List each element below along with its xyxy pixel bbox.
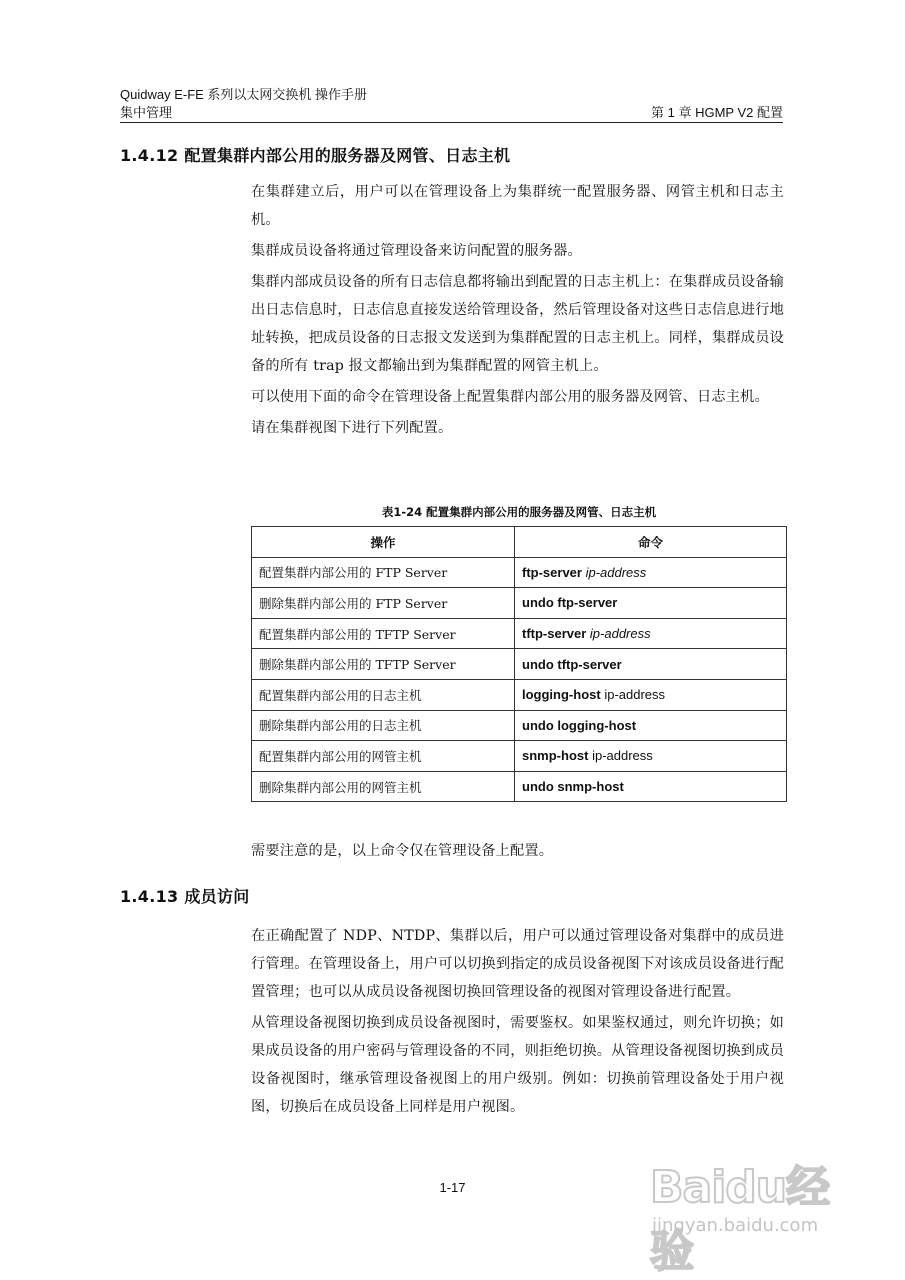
table-row <box>252 557 787 588</box>
operation-cell: 配置集群内部公用的日志主机 <box>252 679 515 710</box>
section-heading-1-4-13: 1.4.13 成员访问 <box>120 887 250 906</box>
command-argument: ip-address <box>589 626 651 642</box>
paragraph: 需要注意的是，以上命令仅在管理设备上配置。 <box>251 843 554 859</box>
table-row <box>252 679 787 710</box>
command-cell <box>515 710 787 741</box>
paragraph: 集群内部成员设备的所有日志信息都将输出到配置的日志主机上：在集群成员设备输出日志信息时，日志信息直接发送给管理设备，然后管理设备对这些日志信息进行地址转换，把成员设备的日志报文发送到为集群配置的日志主机上。同样，集群成员设备的所有 trap 报文都输出到为集群配置的网管主机上。 <box>251 274 784 374</box>
page-number: 1-17 <box>439 1180 466 1195</box>
table-caption: 表1-24 配置集群内部公用的服务器及网管、日志主机 <box>381 505 657 519</box>
command-cell <box>515 771 787 802</box>
watermark-url: jingyan.baidu.com <box>652 1215 819 1236</box>
operation-cell: 删除集群内部公用的 TFTP Server <box>252 649 515 680</box>
command-keyword: undo logging-host <box>522 717 637 733</box>
command-keyword: logging-host <box>522 687 601 703</box>
column-header-command: 命令 <box>515 527 787 558</box>
command-cell <box>515 679 787 710</box>
paragraph: 请在集群视图下进行下列配置。 <box>251 420 453 436</box>
command-table <box>251 526 787 802</box>
command-cell <box>515 618 787 649</box>
operation-cell: 删除集群内部公用的网管主机 <box>252 771 515 802</box>
command-cell <box>515 588 787 619</box>
operation-cell: 删除集群内部公用的 FTP Server <box>252 588 515 619</box>
table-row <box>252 710 787 741</box>
header-section-name: 集中管理 <box>120 105 173 120</box>
table-note <box>251 837 784 868</box>
section-heading-1-4-12: 1.4.12 配置集群内部公用的服务器及网管、日志主机 <box>120 146 511 165</box>
command-cell <box>515 741 787 772</box>
command-keyword: undo snmp-host <box>522 779 624 795</box>
header-chapter: 第 1 章 HGMP V2 配置 <box>651 105 783 120</box>
column-header-operation: 操作 <box>252 527 515 558</box>
command-keyword: ftp-server <box>522 564 582 580</box>
table-header-row <box>252 527 787 558</box>
operation-cell: 配置集群内部公用的 TFTP Server <box>252 618 515 649</box>
paragraph: 在集群建立后，用户可以在管理设备上为集群统一配置服务器、网管主机和日志主机。 <box>251 184 784 228</box>
command-argument: ip-address <box>585 564 647 580</box>
command-argument: ip-address <box>592 748 653 764</box>
paragraph: 从管理设备视图切换到成员设备视图时，需要鉴权。如果鉴权通过，则允许切换；如果成员设备的用户密码与管理设备的不同，则拒绝切换。从管理设备视图切换到成员设备视图时，继承管理设备视图上的用户级别。例如：切换前管理设备处于用户视图，切换后在成员设备上同样是用户视图。 <box>251 1015 784 1115</box>
command-cell <box>515 649 787 680</box>
command-keyword: snmp-host <box>522 748 589 764</box>
section2-body <box>251 922 784 1124</box>
baidu-jingyan-watermark <box>640 1145 850 1277</box>
paragraph: 可以使用下面的命令在管理设备上配置集群内部公用的服务器及网管、日志主机。 <box>251 389 769 405</box>
header-row <box>120 104 783 122</box>
table-row <box>252 618 787 649</box>
table-row <box>252 741 787 772</box>
table-row <box>252 771 787 802</box>
command-keyword: undo tftp-server <box>522 656 622 672</box>
operation-cell: 删除集群内部公用的日志主机 <box>252 710 515 741</box>
command-keyword: undo ftp-server <box>522 595 618 611</box>
table-row <box>252 649 787 680</box>
command-keyword: tftp-server <box>522 626 587 642</box>
operation-cell: 配置集群内部公用的网管主机 <box>252 741 515 772</box>
watermark-logo: Baidu经验 <box>650 1162 830 1277</box>
paragraph: 在正确配置了 NDP、NTDP、集群以后，用户可以通过管理设备对集群中的成员进行管理。在管理设备上，用户可以切换到指定的成员设备视图下对该成员设备进行配置管理；也可以从成员设备视图切换回管理设备的视图对管理设备进行配置。 <box>251 928 784 1000</box>
header-manual-title: Quidway E-FE 系列以太网交换机 操作手册 <box>120 87 368 102</box>
section1-body <box>251 178 784 445</box>
command-cell <box>515 557 787 588</box>
paragraph: 集群成员设备将通过管理设备来访问配置的服务器。 <box>251 243 582 259</box>
header-divider <box>120 122 783 123</box>
table-row <box>252 588 787 619</box>
page-header <box>120 86 783 122</box>
operation-cell: 配置集群内部公用的 FTP Server <box>252 557 515 588</box>
command-argument: ip-address <box>604 687 666 703</box>
